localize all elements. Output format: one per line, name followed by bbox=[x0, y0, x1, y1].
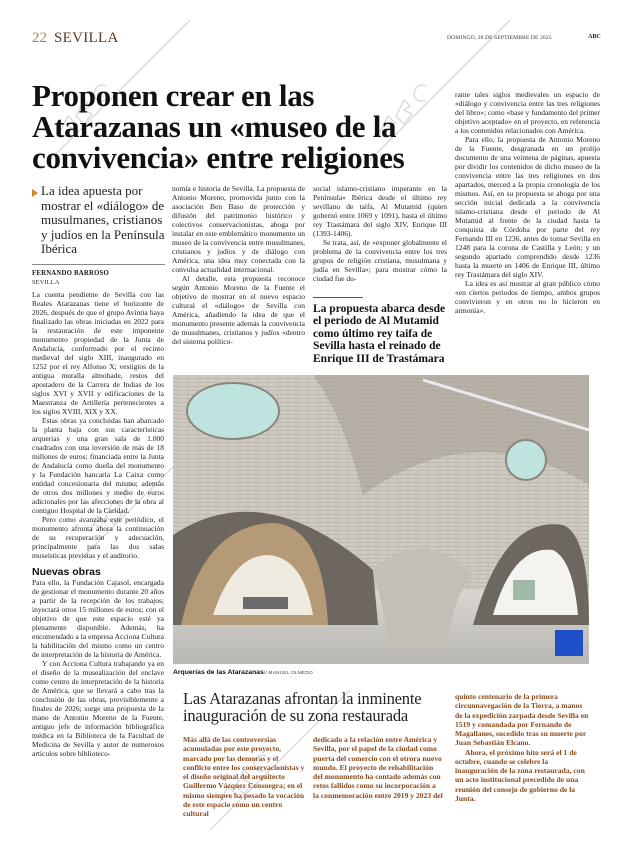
section-name: SEVILLA bbox=[54, 30, 119, 46]
paragraph: nomía e historia de Sevilla. La propuesta de Antonio Moreno, promovida junto con la asociación Ben Baso de protección y difusión del patrimonio histórico y colectivos conservacionistas, aboga por instalar en este emblemático monumento un museo de la convivencia entre musulmanes, cristianos y judíos y de diálogo con América, una idea muy conectada con la convulsa actualidad internacional. bbox=[172, 184, 305, 274]
paragraph: Ahora, el próximo hito será el 1 de octubre, cuando se celebre la inauguración de la zona restaurada, con un acto institucional precedido de una reunión del consejo de gobierno de la Junta. bbox=[455, 747, 585, 803]
paragraph: Estas obras ya concluidas han abarcado la planta baja con sus características arquerías y una gran sala de 1.000 cuadrados con una inversión de más de 18 millones de euros; financiada entre la Junta de Andalucía como dueña del monumento y la Fundación bancaria La Caixa como entidad concesionaria del mismo; además de otros dos millones y medio de euros adicionales por las afecciones de la obra al contiguo Hospital de la Caridad. bbox=[32, 416, 164, 515]
page-number: 22 bbox=[32, 30, 47, 46]
paragraph: Pero como avanzaba este periódico, el monumento afronta ahora la continuación de su recuperación y adecuación, principalmente para las dos salas museísticas previstas y el auditorio. bbox=[32, 515, 164, 560]
subheading: Nuevas obras bbox=[32, 566, 101, 578]
paragraph: social islamo-cristiano imperante en la Península» Ibérica desde el último rey sevillano de taifa, Al Mutamid (quien gobernó entre 1069 y 1091), hasta el último rey Trastámara del siglo XIV, Enrique III (1393-1406). bbox=[313, 184, 447, 238]
paragraph: Se trata, así, de «exponer globalmente el problema de la convivencia entre los tres grupos de religión cristiana, musulmana y judía en Sevilla»; para mostrar cómo la ciudad fue du- bbox=[313, 238, 447, 283]
paragraph: Y con Acciona Cultura trabajando ya en el diseño de la musealización del enclave como centro de interpretación de la historia de América, que se llevará a cabo tras la conclusión de las obras, previsiblemente a finales de 2026; surge una propuesta de la mano de Antonio Moreno de la Fuente, antiguo jefe de información bibliográfica médica en la Biblioteca de la Facultad de Medicina de Sevilla y autor de numerosos artículos sobre biblioteco- bbox=[32, 659, 164, 758]
paragraph: Para ello, la Fundación Cajasol, encargada de gestionar el monumento durante 20 años a partir de la recepción de los trabajos; inyectará otros 15 millones de euros; con el objetivo de que este espacio esté ya plenamente disponible. Además, ha encomendado a la empresa Acciona Cultura la habilitación del mismo como un centro de interpretación de la historia de América. bbox=[32, 578, 164, 659]
byline-place: SEVILLA bbox=[32, 279, 60, 286]
photo-caption bbox=[173, 669, 313, 676]
paragraph: La idea es así mostrar al gran público cómo «en ciertos periodos de tiempo, ambos grupos convivieron y en otros no lo hicieron en armonía». bbox=[455, 279, 600, 315]
photo-atarazanas-arches bbox=[173, 375, 589, 664]
caption-text: Arquerías de las Atarazanas bbox=[173, 669, 264, 676]
paragraph: quinto centenario de la primera circunnavegación de la Tierra, a manos de la expedición zarpada desde Sevilla en 1519 y comandada por Fernando de Magallanes, sucedido tras su muerte por Juan Sebastián Elcano. bbox=[455, 692, 589, 748]
dateline: DOMINGO, 28 DE SEPTIEMBRE DE 2025 bbox=[447, 35, 552, 41]
paragraph: Al detalle, esta propuesta reconoce según Antonio Moreno de la Fuente el objetivo de mostrar en el nuevo espacio cultural el «diálogo» de Sevilla con América, añadiendo la idea de que el monumento presente además la convivencia de musulmanes, cristianos y judíos «dentro del sistema político- bbox=[172, 274, 305, 346]
sidebar-column-3 bbox=[455, 692, 591, 803]
paragraph: rante tales siglos medievales un espacio de «diálogo y convivencia entre las tres religiones del libro»; como «base y fundamento del primer objetivo aceptado» en el proyecto, en referencia a los contenidos relacionados con América. bbox=[455, 90, 600, 135]
paragraph: Más allá de las controversias acumuladas por este proyecto, marcado por las demoras y el conflicto entre los conservacionistas y el diseño original del arquitecto Guillermo Vázquez Consuegra; en el mismo siempre ha pesado la vocación de este espacio como un centro cultural bbox=[183, 735, 305, 818]
article-column-1 bbox=[32, 290, 164, 758]
article-column-3 bbox=[313, 184, 447, 283]
paragraph: La cuenta pendiente de Sevilla con las Reales Atarazanas tiene el horizonte de 2026, después de que el grupo Avintia haya finalizado las obras iniciadas en 2022 para la restauración de este imponente monumento propiedad de la Junta de Andalucía, conformado por el recinto medieval del siglo XIII, inaugurado en 1252 por el rey Alfonso X; vestigios de la antigua muralla almohade, restos del apostadero de la Carrera de Indias de los siglos XVI y XVII y edificaciones de la Maestranza de Artillería pertenecientes a los siglos XVIII, XIX y XX. bbox=[32, 290, 164, 416]
sidebar-column-1 bbox=[183, 735, 305, 818]
deck-text: La idea apuesta por mostrar el «diálogo» de musulmanes, cristianos y judíos en la Península Ibérica bbox=[41, 183, 165, 257]
article-column-4 bbox=[455, 90, 600, 315]
sidebar-headline: Las Atarazanas afrontan la inminente inauguración de su zona restaurada bbox=[183, 689, 422, 725]
photo-credit: // MANUEL OLMEDO bbox=[263, 671, 313, 676]
paragraph: dedicado a la relación entre América y Sevilla, por el papel de la ciudad como puerta del comercio con el otrora nuevo mundo. El proyecto de rehabilitación del monumento ha contado además con retos fallidos como su incorporación a la conmemoración entre 2019 y 2023 del bbox=[313, 735, 443, 800]
article-column-2 bbox=[172, 184, 305, 346]
divider bbox=[32, 264, 165, 265]
sidebar-column-2 bbox=[313, 735, 443, 800]
paragraph: Para ello, la propuesta de Antonio Moreno de la Fuente, desgranada en un prolijo documento de una veintena de páginas, apuesta por dividir los contenidos de dicho museo de la convivencia entre las tres religiones en dos apartados, merced a la propia cronología de los mismos. Así, en su propuesta se aboga por una sección inicial dedicada a la convivencia islamo-cristiana desde el periodo de Al Mutamid al frente de la ciudad hasta la conquista de Córdoba por parte del rey Fernando III en 1236, antes de tomar Sevilla en 1248 para la corona de Castilla y León; y un segundo apartado comprendido desde 1236 hasta la muerte en 1406 de Enrique III, último rey Trastámara del siglo XIV. bbox=[455, 135, 600, 279]
headline: Proponen crear en las Atarazanas un «museo de la convivencia» entre religiones bbox=[32, 78, 405, 175]
byline-author: FERNANDO BARROSO bbox=[32, 270, 110, 277]
triangle-bullet-icon bbox=[32, 189, 38, 197]
pull-quote: La propuesta abarca desde el periodo de Al Mutamid como último rey taifa de Sevilla hasta el reinado de Enrique III de Trastámara bbox=[313, 303, 446, 365]
deck-subtitle bbox=[32, 184, 167, 257]
brand-logo: ABC bbox=[588, 34, 601, 40]
divider bbox=[313, 297, 363, 298]
